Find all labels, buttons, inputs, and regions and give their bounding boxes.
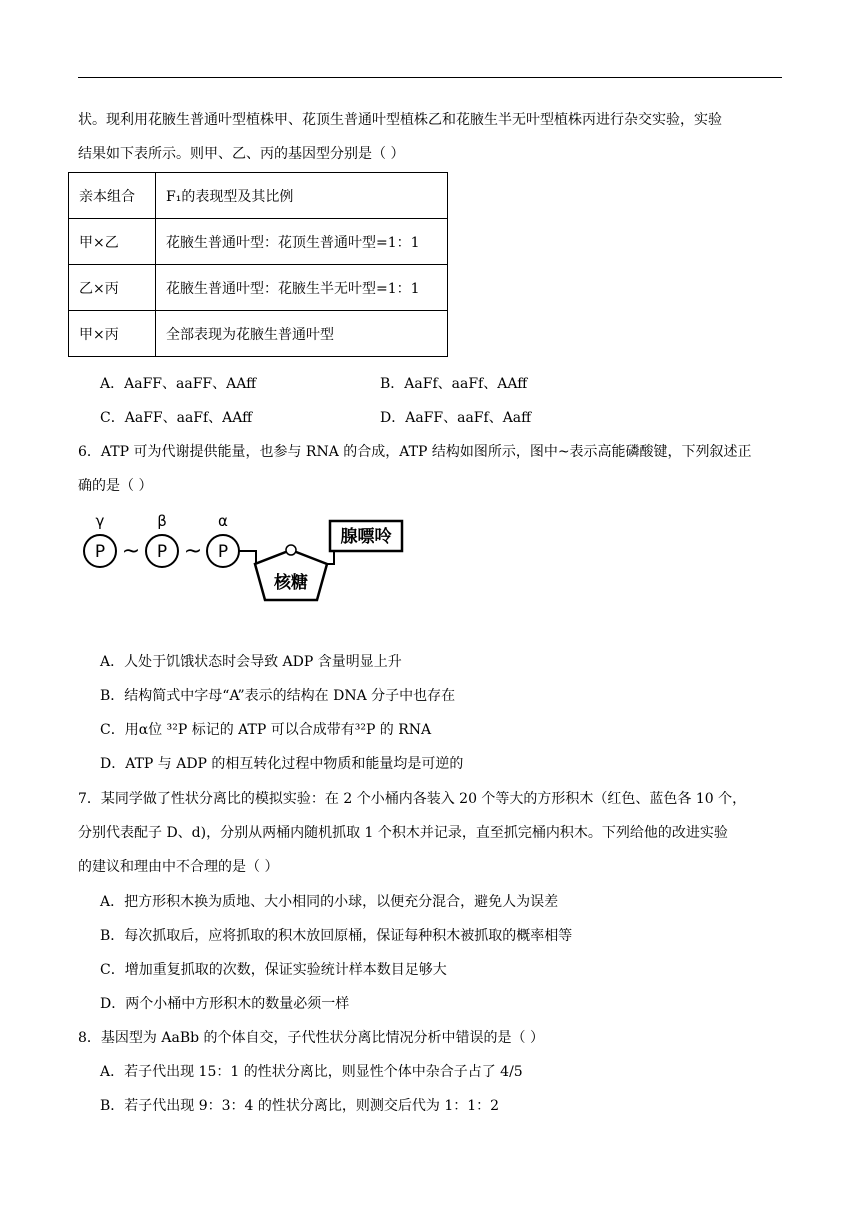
cross-results-table [68,172,448,357]
q5-options-row2 [100,408,780,428]
q5-option-a: A．AaFF、aaFF、AAff [100,376,257,392]
q8-option-a: A．若子代出现 15：1 的性状分离比，则显性个体中杂合子占了 4/5 [100,1064,523,1080]
ring-oxygen [286,545,296,555]
q7-option-a: A．把方形积木换为质地、大小相同的小球，以便充分混合，避免人为误差 [100,894,559,910]
ribose-label: 核糖 [274,573,308,593]
q6-option-c: C．用α位 ³²P 标记的 ATP 可以合成带有³²P 的 RNA [100,722,432,738]
q6-option-d: D．ATP 与 ADP 的相互转化过程中物质和能量均是可逆的 [100,756,464,772]
table-cell: 甲×乙 [69,219,156,265]
q5-intro-line2: 结果如下表所示。则甲、乙、丙的基因型分别是（ ） [78,146,405,162]
table-header-cell: 亲本组合 [69,173,156,219]
q8-stem-line1: 8．基因型为 AaBb 的个体自交，子代性状分离比情况分析中错误的是（ ） [78,1030,544,1046]
table-header-row [69,173,448,219]
table-cell: 花腋生普通叶型：花腋生半无叶型=1：1 [156,265,448,311]
q8-option-b: B．若子代出现 9：3：4 的性状分离比，则测交后代为 1：1：2 [100,1098,500,1114]
table-row [69,219,448,265]
q6-option-a: A．人处于饥饿状态时会导致 ADP 含量明显上升 [100,654,402,670]
table-cell: 花腋生普通叶型：花顶生普通叶型=1：1 [156,219,448,265]
q6-stem-line1: 6．ATP 可为代谢提供能量，也参与 RNA 的合成，ATP 结构如图所示，图中~表示高能磷酸键，下列叙述正 [78,444,752,460]
gamma-label: γ [95,512,105,530]
q7-stem-line2: 分别代表配子 D、d)，分别从两桶内随机抓取 1 个积木并记录，直至抓完桶内积木。下列给他的改进实验 [78,825,728,841]
q5-options-row1 [100,374,780,394]
q7-option-c: C．增加重复抓取的次数，保证实验统计样本数目足够大 [100,962,447,978]
alpha-label: α [218,512,228,530]
table-cell: 甲×丙 [69,311,156,357]
q7-option-b: B．每次抓取后，应将抓取的积木放回原桶，保证每种积木被抓取的概率相等 [100,928,573,944]
phosphate-beta-label: P [156,542,168,562]
q7-stem-line1: 7．某同学做了性状分离比的模拟实验：在 2 个小桶内各装入 20 个等大的方形积木（红色、蓝色各 10 个， [78,791,747,807]
q7-option-d: D．两个小桶中方形积木的数量必须一样 [100,996,350,1012]
q5-option-b: B．AaFf、aaFf、AAff [380,376,528,392]
table-cell: 全部表现为花腋生普通叶型 [156,311,448,357]
q6-option-b: B．结构简式中字母“A”表示的结构在 DNA 分子中也存在 [100,688,456,704]
adenine-label: 腺嘌呤 [340,527,392,547]
table-header-cell: F₁的表现型及其比例 [156,173,448,219]
high-energy-bond-2: ~ [183,539,203,564]
atp-structure-diagram [78,508,418,608]
phosphate-alpha-label: P [217,542,229,562]
q5-option-d: D．AaFF、aaFf、Aaff [380,410,532,426]
phosphate-gamma-label: P [94,542,106,562]
high-energy-bond-1: ~ [121,539,141,564]
table-cell: 乙×丙 [69,265,156,311]
header-rule [78,77,782,78]
table-row [69,265,448,311]
table-row [69,311,448,357]
beta-label: β [157,512,167,530]
q7-stem-line3: 的建议和理由中不合理的是（ ） [78,859,279,875]
q6-stem-line2: 确的是（ ） [78,478,153,494]
q5-intro-line1: 状。现利用花腋生普通叶型植株甲、花顶生普通叶型植株乙和花腋生半无叶型植株丙进行杂交实验，实验 [78,112,722,128]
q5-option-c: C．AaFF、aaFf、AAff [100,410,253,426]
